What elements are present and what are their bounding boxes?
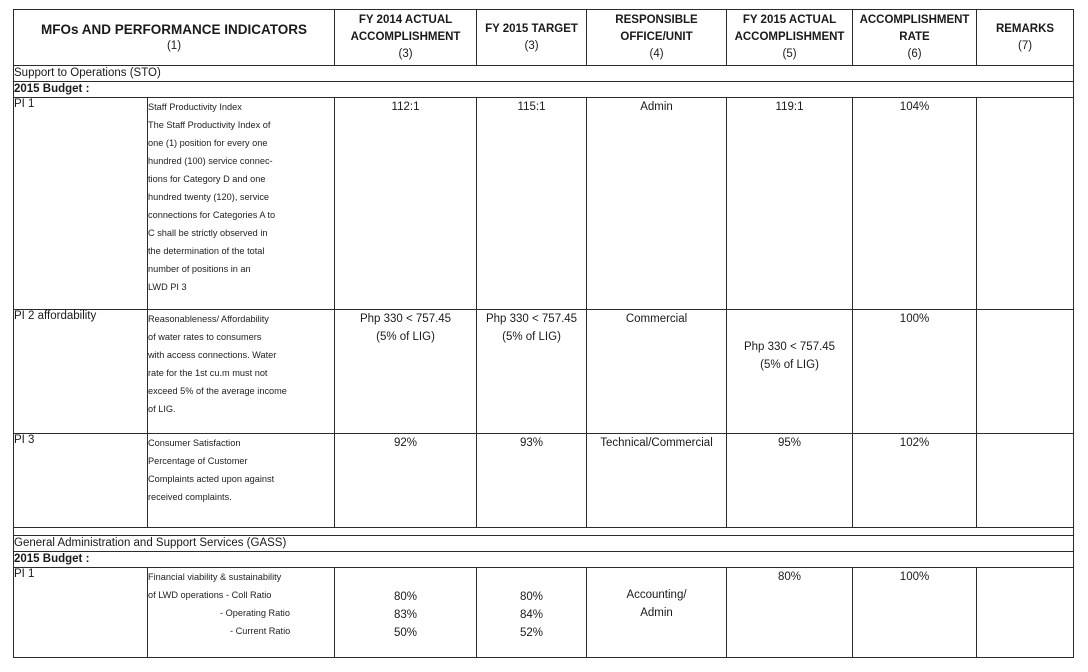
value-line: (5% of LIG) xyxy=(760,359,819,371)
fy2014-value xyxy=(335,310,477,434)
header-responsible-num: (4) xyxy=(649,48,664,60)
pi-description xyxy=(148,568,335,658)
header-mfo-title: MFOs AND PERFORMANCE INDICATORS xyxy=(41,21,308,37)
desc-line: tions for Category D and one xyxy=(148,174,266,184)
header-fy2014-line2: ACCOMPLISHMENT xyxy=(350,31,461,43)
table-row xyxy=(14,98,1074,310)
office-value: Commercial xyxy=(587,310,727,434)
performance-table xyxy=(13,9,1074,658)
target-value: 115:1 xyxy=(477,98,587,310)
header-mfo xyxy=(14,10,335,66)
remarks-cell xyxy=(977,434,1074,528)
section-row-gass xyxy=(14,536,1074,552)
pi-label: PI 1 xyxy=(14,98,148,310)
desc-line: one (1) position for every one xyxy=(148,138,268,148)
header-fy2015-target-num: (3) xyxy=(524,39,539,52)
value-line: Php 330 < 757.45 xyxy=(485,313,578,325)
header-fy2015-target xyxy=(477,10,587,66)
value-line: Admin xyxy=(640,607,673,619)
desc-line: of LWD operations - Coll Ratio xyxy=(148,590,272,600)
header-fy2014-num: (3) xyxy=(398,48,413,60)
value-line: 80% xyxy=(520,591,544,603)
section-title-sto: Support to Operations (STO) xyxy=(14,66,1074,82)
pi-description xyxy=(148,310,335,434)
desc-line: Consumer Satisfaction xyxy=(148,438,241,448)
desc-line: C shall be strictly observed in xyxy=(148,228,268,238)
pi-label: PI 2 affordability xyxy=(14,310,148,434)
budget-label-gass: 2015 Budget : xyxy=(14,552,1074,568)
rate-value: 100% xyxy=(853,568,977,658)
table-row xyxy=(14,568,1074,658)
spacer-row xyxy=(14,528,1074,536)
header-remarks-title: REMARKS xyxy=(995,22,1055,35)
remarks-cell xyxy=(977,98,1074,310)
desc-line: received complaints. xyxy=(148,492,232,502)
rate-value: 104% xyxy=(853,98,977,310)
desc-line: LWD PI 3 xyxy=(148,282,187,292)
fy2015-value: 80% xyxy=(727,568,853,658)
value-line: Accounting/ xyxy=(626,589,687,601)
header-fy2015-actual-line1: FY 2015 ACTUAL xyxy=(742,14,837,26)
office-value xyxy=(587,568,727,658)
spacer-cell xyxy=(14,528,1074,536)
header-fy2015-actual xyxy=(727,10,853,66)
fy2014-value: 92% xyxy=(335,434,477,528)
value-line: 80% xyxy=(394,591,418,603)
header-fy2014 xyxy=(335,10,477,66)
desc-line: The Staff Productivity Index of xyxy=(148,120,271,130)
desc-line: Staff Productivity Index xyxy=(148,102,242,112)
desc-line: - Current Ratio xyxy=(230,626,291,636)
fy2015-value: 95% xyxy=(727,434,853,528)
pi-description xyxy=(148,434,335,528)
fy2015-value: 119:1 xyxy=(727,98,853,310)
value-line: 84% xyxy=(520,609,544,621)
header-fy2015-actual-line2: ACCOMPLISHMENT xyxy=(734,31,845,43)
desc-line: Complaints acted upon against xyxy=(148,474,275,484)
desc-line: hundred (100) service connec- xyxy=(148,156,273,166)
fy2015-value xyxy=(727,310,853,434)
desc-line: of LIG. xyxy=(148,404,176,414)
table-row xyxy=(14,434,1074,528)
header-row xyxy=(14,10,1074,66)
header-mfo-num: (1) xyxy=(166,39,182,52)
section-row-sto xyxy=(14,66,1074,82)
value-line: (5% of LIG) xyxy=(502,331,561,343)
header-rate xyxy=(853,10,977,66)
value-line: Php 330 < 757.45 xyxy=(359,313,452,325)
header-rate-line1: ACCOMPLISHMENT xyxy=(859,14,970,26)
value-line: 52% xyxy=(520,627,544,639)
header-rate-line2: RATE xyxy=(899,31,930,43)
fy2014-value xyxy=(335,568,477,658)
target-value xyxy=(477,568,587,658)
target-value: 93% xyxy=(477,434,587,528)
table-row xyxy=(14,310,1074,434)
office-value: Admin xyxy=(587,98,727,310)
value-line: Php 330 < 757.45 xyxy=(743,341,836,353)
fy2014-value: 112:1 xyxy=(335,98,477,310)
header-responsible-line2: OFFICE/UNIT xyxy=(620,31,693,43)
header-fy2015-target-title: FY 2015 TARGET xyxy=(485,22,578,35)
header-responsible-line1: RESPONSIBLE xyxy=(615,14,698,26)
rate-value: 102% xyxy=(853,434,977,528)
office-value: Technical/Commercial xyxy=(587,434,727,528)
desc-line: connections for Categories A to xyxy=(148,210,276,220)
desc-line: - Operating Ratio xyxy=(220,608,290,618)
header-remarks xyxy=(977,10,1074,66)
target-value xyxy=(477,310,587,434)
desc-line: the determination of the total xyxy=(148,246,265,256)
header-fy2014-line1: FY 2014 ACTUAL xyxy=(358,14,453,26)
header-responsible xyxy=(587,10,727,66)
remarks-cell xyxy=(977,310,1074,434)
desc-line: exceed 5% of the average income xyxy=(148,386,287,396)
rate-value: 100% xyxy=(853,310,977,434)
desc-line: Reasonableness/ Affordability xyxy=(148,314,269,324)
remarks-cell xyxy=(977,568,1074,658)
pi-label: PI 1 xyxy=(14,568,148,658)
header-fy2015-actual-num: (5) xyxy=(782,48,797,60)
header-remarks-num: (7) xyxy=(1017,39,1033,52)
desc-line: number of positions in an xyxy=(148,264,251,274)
value-line: (5% of LIG) xyxy=(376,331,435,343)
value-line: 50% xyxy=(394,627,418,639)
pi-description xyxy=(148,98,335,310)
budget-row-sto xyxy=(14,82,1074,98)
desc-line: Financial viability & sustainability xyxy=(148,572,282,582)
desc-line: Percentage of Customer xyxy=(148,456,248,466)
desc-line: rate for the 1st cu.m must not xyxy=(148,368,268,378)
desc-line: with access connections. Water xyxy=(148,350,277,360)
section-title-gass: General Administration and Support Services (GASS) xyxy=(14,536,1074,552)
desc-line: of water rates to consumers xyxy=(148,332,262,342)
budget-row-gass xyxy=(14,552,1074,568)
desc-line: hundred twenty (120), service xyxy=(148,192,270,202)
header-rate-num: (6) xyxy=(907,48,922,60)
pi-label: PI 3 xyxy=(14,434,148,528)
value-line: 83% xyxy=(394,609,418,621)
budget-label-sto: 2015 Budget : xyxy=(14,82,1074,98)
